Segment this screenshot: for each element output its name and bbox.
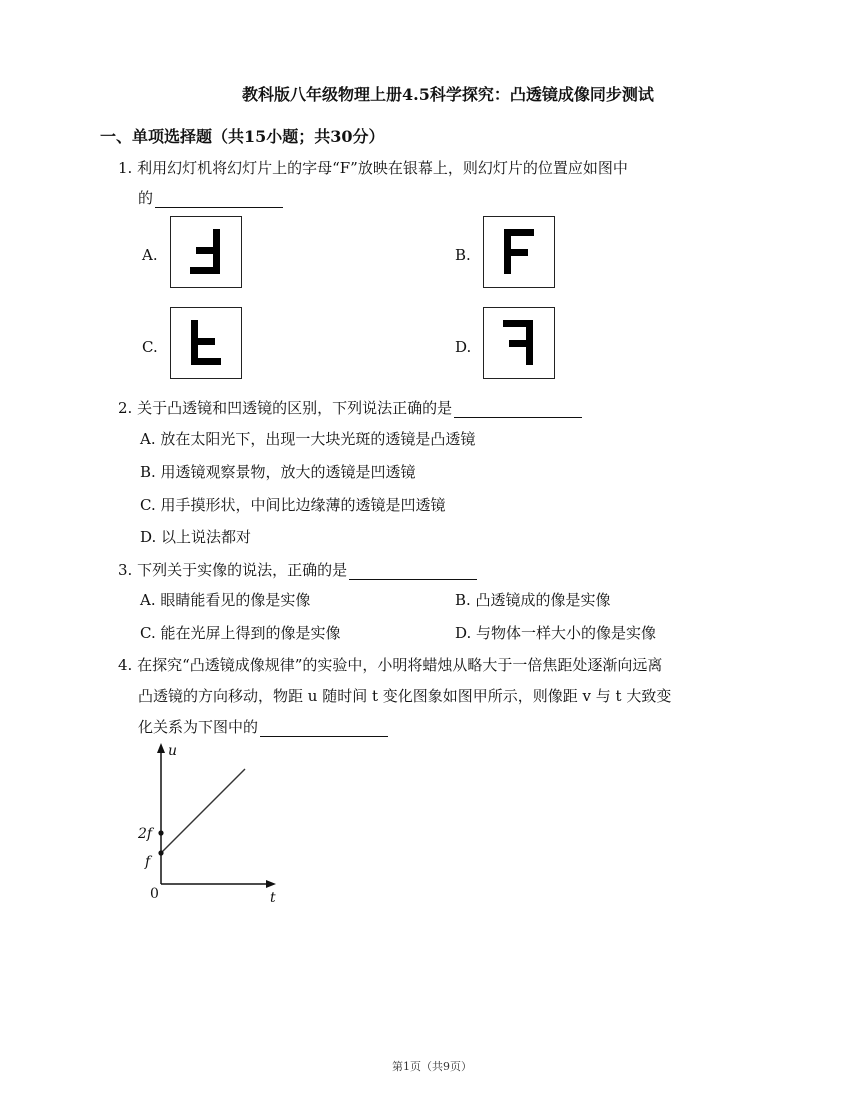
question-4-stem-line3 — [138, 717, 388, 737]
x-axis-label: t — [270, 890, 276, 906]
question-3-text: 3. 下列关于实像的说法，正确的是 — [118, 561, 348, 579]
point-2f — [158, 830, 163, 835]
question-2-option-d[interactable]: D. 以上说法都对 — [140, 528, 252, 546]
page-footer: 第1页（共9页） — [392, 1060, 472, 1073]
question-2-stem — [118, 398, 582, 418]
option-d-label: D. — [455, 338, 472, 356]
question-2-option-c[interactable]: C. 用手摸形状，中间比边缘薄的透镜是凹透镜 — [140, 496, 446, 514]
page-title: 教科版八年级物理上册4.5科学探究：凸透镜成像同步测试 — [242, 85, 654, 104]
question-3-option-b[interactable]: B. 凸透镜成的像是实像 — [455, 591, 611, 609]
option-b-label: B. — [455, 246, 471, 264]
question-3-stem — [118, 560, 477, 580]
option-c-image[interactable] — [170, 307, 242, 379]
tick-2f-label: 2f — [138, 826, 153, 842]
tick-f-label: f — [145, 854, 151, 870]
question-4-stem-line1: 4. 在探究“凸透镜成像规律”的实验中，小明将蜡烛从略大于一倍焦距处逐渐向远离 — [118, 656, 663, 674]
option-a-label: A. — [142, 246, 158, 264]
answer-blank[interactable] — [155, 192, 283, 208]
f-flipped-horizontal-icon — [484, 308, 553, 377]
y-axis-arrow — [157, 743, 165, 753]
question-2-text: 2. 关于凸透镜和凹透镜的区别，下列说法正确的是 — [118, 399, 453, 417]
y-axis-label: u — [168, 743, 178, 759]
question-3-option-a[interactable]: A. 眼睛能看见的像是实像 — [140, 591, 311, 609]
question-2-option-a[interactable]: A. 放在太阳光下，出现一大块光斑的透镜是凸透镜 — [140, 430, 476, 448]
f-rotated-180-icon — [171, 217, 240, 286]
question-2-option-b[interactable]: B. 用透镜观察景物，放大的透镜是凹透镜 — [140, 463, 416, 481]
answer-blank[interactable] — [349, 564, 477, 580]
option-c-label: C. — [142, 338, 158, 356]
option-a-image[interactable] — [170, 216, 242, 288]
question-1-stem: 1. 利用幻灯机将幻灯片上的字母“F”放映在银幕上，则幻灯片的位置应如图中 — [118, 159, 628, 177]
f-flipped-vertical-icon — [171, 308, 240, 377]
option-b-image[interactable] — [483, 216, 555, 288]
f-normal-icon — [484, 217, 553, 286]
point-f — [158, 850, 163, 855]
question-1-stem-cont — [138, 188, 283, 208]
x-axis-arrow — [266, 880, 276, 888]
answer-blank[interactable] — [454, 402, 582, 418]
option-d-image[interactable] — [483, 307, 555, 379]
question-4-stem-line2: 凸透镜的方向移动，物距 u 随时间 t 变化图象如图甲所示，则像距 v 与 t 大致变 — [138, 687, 672, 705]
u-t-graph — [130, 738, 290, 908]
question-3-option-d[interactable]: D. 与物体一样大小的像是实像 — [455, 624, 657, 642]
question-1-stem-tail: 的 — [138, 189, 154, 207]
answer-blank[interactable] — [260, 721, 388, 737]
question-3-option-c[interactable]: C. 能在光屏上得到的像是实像 — [140, 624, 341, 642]
section-heading: 一、单项选择题（共15小题；共30分） — [100, 127, 385, 146]
question-4-text: 化关系为下图中的 — [138, 718, 259, 736]
u-t-line — [161, 769, 245, 853]
origin-label: 0 — [150, 886, 159, 902]
